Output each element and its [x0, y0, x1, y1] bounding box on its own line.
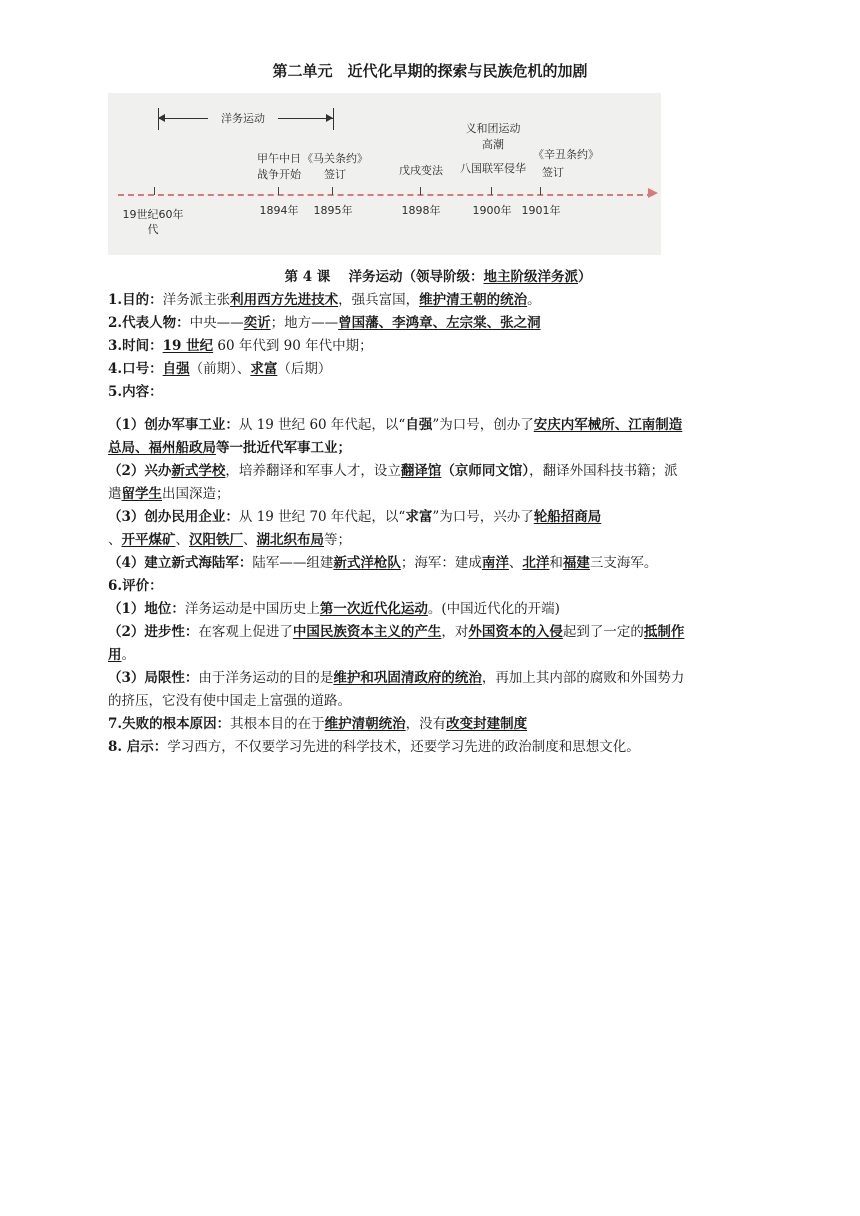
- eval-3-line-1: [108, 667, 768, 690]
- content-4-f: 北洋: [522, 555, 550, 571]
- content-3-g: 、: [175, 532, 189, 548]
- item-3-b: 19 世纪: [162, 338, 214, 354]
- eval-2-g: 用: [108, 647, 122, 663]
- eval-3-line-2: [108, 690, 768, 713]
- date-1860s: 19世纪60年代: [122, 208, 184, 236]
- event-1895-top: 《马关条约》: [302, 152, 368, 165]
- item-8: [108, 736, 768, 759]
- lesson-title-b: 地主阶级洋务派: [483, 269, 578, 285]
- content-3-line-1: [108, 506, 768, 529]
- item-4-c: （后期）: [277, 361, 332, 377]
- content-4-i: 福建: [562, 555, 590, 571]
- content-1-e: 总局、福州船政局: [108, 440, 216, 456]
- item-2-a: 中央——: [189, 315, 244, 331]
- range-arrow-left: [158, 114, 165, 122]
- content-4-g: 和: [549, 555, 563, 571]
- content-4-a: 陆军——组建: [252, 555, 334, 571]
- item-1-d: 维护清王朝的统治: [419, 292, 528, 308]
- content-1-heading: （1）创办军事工业：: [108, 417, 239, 433]
- eval-1: [108, 598, 768, 621]
- event-1898-bottom: 戊戌变法: [399, 164, 443, 177]
- content-2-f: 留学生: [121, 486, 162, 502]
- range-end-bar: [333, 108, 334, 130]
- item-7-heading: 7.失败的根本原因：: [108, 716, 231, 732]
- content-4-c: ；海军：建成: [400, 555, 482, 571]
- timeline-figure: [108, 93, 661, 255]
- eval-1-b: 第一次近代化运动: [319, 601, 428, 617]
- lesson-title: [108, 266, 768, 289]
- content-2-b: 新式学校: [171, 463, 226, 479]
- event-1894-top: 甲午中日: [257, 152, 301, 165]
- item-8-a: 学习西方，不仅要学习先进的科学技术，还要学习先进的政治制度和思想文化。: [167, 739, 640, 755]
- eval-1-a: 洋务运动是中国历史上: [184, 601, 320, 617]
- content-2-heading: （2）兴办: [108, 463, 172, 479]
- event-1895-bottom: 签订: [324, 168, 346, 181]
- item-1-c: ，强兵富国，: [338, 292, 420, 308]
- eval-2-f: 抵制作: [643, 624, 685, 640]
- item-7-c: ，没有: [405, 716, 447, 732]
- eval-2-e: 起到了一定的: [562, 624, 644, 640]
- content-3-b: 求富: [405, 509, 433, 525]
- content-1-c: ”为口号，创办了: [432, 417, 534, 433]
- item-3: [108, 335, 768, 358]
- item-6: [108, 575, 768, 598]
- item-5: [108, 381, 768, 404]
- item-4-b: 自强: [162, 361, 190, 377]
- content-4-b: 新式洋枪队: [333, 555, 401, 571]
- content-2-a: ，培养翻译和军事人才，设立: [225, 463, 401, 479]
- item-4-heading: 4.口号：: [108, 361, 163, 377]
- content-2-g: 遣: [108, 486, 122, 502]
- eval-3-c: ，再加上其内部的腐败和外国势力: [481, 670, 685, 686]
- content-1-d: 安庆内军械所、江南制造: [533, 417, 683, 433]
- content-2-c: ，翻译外国科技书籍；派: [529, 463, 678, 479]
- content-4-e: 、: [508, 555, 523, 571]
- eval-2-line-1: [108, 621, 768, 644]
- tick-1860s: [154, 187, 155, 195]
- eval-2-heading: （2）进步性：: [108, 624, 199, 640]
- item-7-a: 其根本目的在于: [230, 716, 325, 732]
- item-2-heading: 2.代表人物：: [108, 315, 190, 331]
- date-1894: 1894年: [259, 204, 299, 217]
- item-3-a: 60 年代到 90 年代中期；: [213, 338, 373, 354]
- item-7: [108, 713, 768, 736]
- date-1900: 1900年: [472, 204, 512, 217]
- content-1-a: 从 19 世纪 60 年代起，以“: [238, 417, 406, 433]
- eval-2-i: 。: [121, 647, 135, 663]
- item-5-heading: 5.内容：: [108, 384, 163, 400]
- event-1900-top: 义和团运动: [465, 122, 521, 135]
- content-1-line-1: [108, 414, 768, 437]
- lesson-title-a: 第 4 课 洋务运动（领导阶级：: [284, 269, 484, 285]
- content-4: [108, 552, 768, 575]
- item-2-b: 奕䜣: [243, 315, 271, 331]
- item-7-b: 维护清朝统治: [324, 716, 406, 732]
- content-4-heading: （4）建立新式海陆军：: [108, 555, 253, 571]
- content-1-b: 自强: [405, 417, 433, 433]
- item-4-d: 求富: [250, 361, 278, 377]
- eval-2-a: 在客观上促进了: [198, 624, 293, 640]
- item-1: [108, 289, 768, 312]
- item-1-b: 利用西方先进技术: [230, 292, 339, 308]
- event-1901-top: 《辛丑条约》: [533, 148, 599, 161]
- content-3-l: 等；: [324, 532, 351, 548]
- eval-2-line-2: [108, 644, 768, 667]
- date-1895: 1895年: [313, 204, 353, 217]
- range-arrow-right: [326, 114, 333, 122]
- content-2-i: 出国深造；: [162, 486, 230, 502]
- eval-3-a: 由于洋务运动的目的是: [198, 670, 334, 686]
- item-1-heading: 1.目的：: [108, 292, 163, 308]
- eval-2-b: 中国民族资本主义的产生: [292, 624, 442, 640]
- content-4-j: 三支海军。: [589, 555, 658, 571]
- item-2: [108, 312, 768, 335]
- tick-1895: [332, 187, 333, 195]
- date-1901: 1901年: [521, 204, 561, 217]
- content-3-c: ”为口号，兴办了: [432, 509, 534, 525]
- item-1-a: 洋务派主张: [162, 292, 231, 308]
- range-label: 洋务运动: [208, 111, 278, 126]
- content-2-d: 翻译馆: [400, 463, 442, 479]
- content-4-d: 南洋: [481, 555, 509, 571]
- eval-2-c: ，对: [441, 624, 469, 640]
- eval-3-b: 维护和巩固清政府的统治: [333, 670, 482, 686]
- event-1900-mid: 高潮: [482, 138, 504, 151]
- lesson-title-c: ）: [578, 269, 592, 285]
- event-1900-bottom: 八国联军侵华: [460, 162, 526, 175]
- content-1-line-2: [108, 437, 768, 460]
- item-3-heading: 3.时间：: [108, 338, 163, 354]
- content-3-f: 开平煤矿: [121, 532, 176, 548]
- eval-1-c: 。(中国近代化的开端): [427, 601, 560, 617]
- item-4: [108, 358, 768, 381]
- item-1-e: 。: [527, 292, 541, 308]
- content-3-k: 湖北织布局: [256, 532, 324, 548]
- lesson-body: [108, 266, 768, 759]
- event-1901-bottom: 签订: [542, 166, 564, 179]
- timeline-arrow-head: [648, 188, 658, 198]
- item-2-d: 曾国藩、李鸿章、左宗棠、张之洞: [338, 315, 541, 331]
- tick-1898: [420, 187, 421, 195]
- event-1894-bottom: 战争开始: [257, 168, 301, 181]
- tick-1901: [540, 187, 541, 195]
- item-2-c: ；地方——: [270, 315, 339, 331]
- content-2-line-1: [108, 460, 768, 483]
- item-7-d: 改变封建制度: [446, 716, 528, 732]
- date-1898: 1898年: [401, 204, 441, 217]
- content-2-e: （京师同文馆）: [441, 463, 530, 479]
- eval-2-d: 外国资本的入侵: [468, 624, 563, 640]
- unit-title: 第二单元 近代化早期的探索与民族危机的加剧: [272, 62, 588, 80]
- content-3-i: 汉阳铁厂: [189, 532, 243, 548]
- eval-1-heading: （1）地位：: [108, 601, 185, 617]
- eval-3-d: 的挤压，它没有使中国走上富强的道路。: [108, 693, 351, 709]
- content-3-heading: （3）创办民用企业：: [108, 509, 239, 525]
- content-2-line-2: [108, 483, 768, 506]
- content-3-line-2: [108, 529, 768, 552]
- content-3-e: 、: [108, 532, 122, 548]
- item-8-heading: 8. 启示：: [108, 739, 168, 755]
- timeline-axis: [118, 194, 653, 196]
- eval-3-heading: （3）局限性：: [108, 670, 199, 686]
- tick-1894: [278, 187, 279, 195]
- content-3-j: 、: [243, 532, 257, 548]
- tick-1900: [491, 187, 492, 195]
- item-6-heading: 6.评价：: [108, 578, 163, 594]
- content-3-d: 轮船招商局: [533, 509, 602, 525]
- item-4-a: （前期）、: [189, 361, 251, 377]
- content-3-a: 从 19 世纪 70 年代起，以“: [238, 509, 406, 525]
- content-1-f: 等一批近代军事工业；: [216, 440, 351, 456]
